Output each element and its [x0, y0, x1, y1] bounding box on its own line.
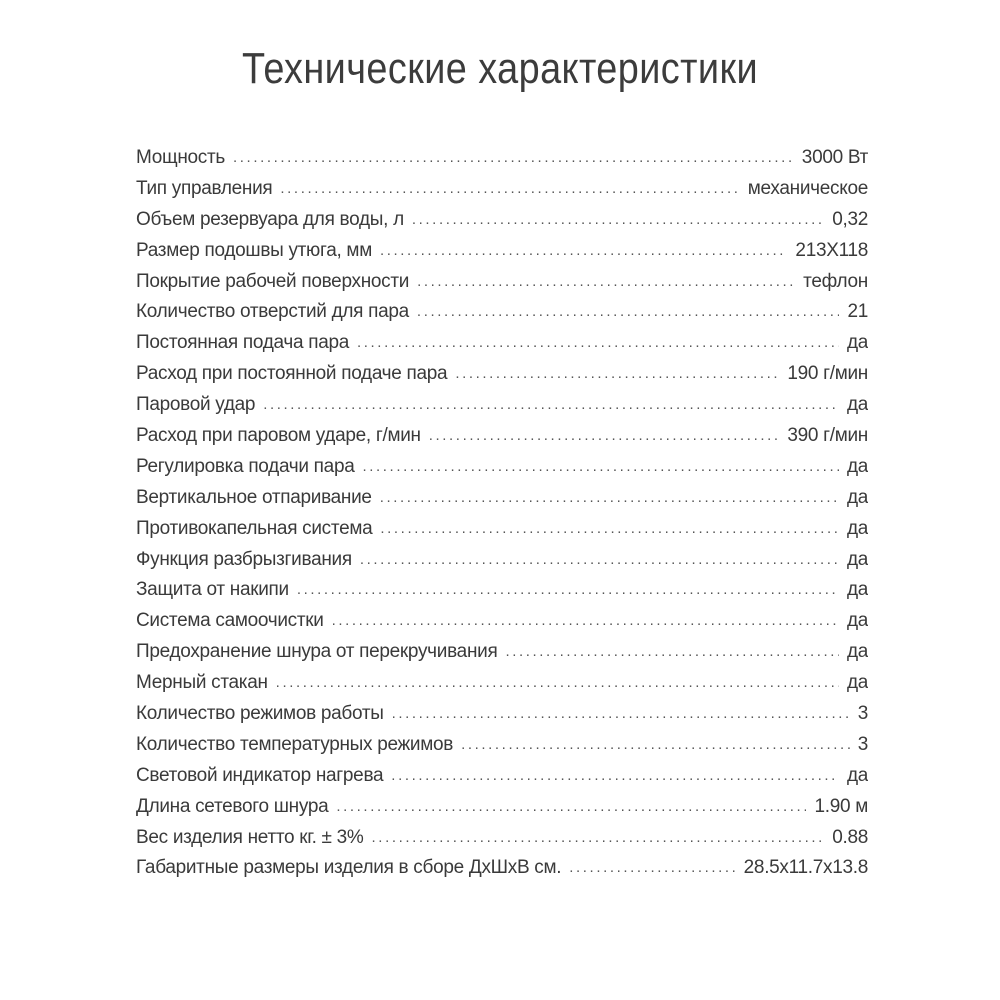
dot-leader [412, 205, 824, 236]
spec-label: Количество температурных режимов [136, 733, 454, 755]
spec-value: 390 г/мин [787, 425, 868, 447]
spec-row [136, 514, 868, 545]
spec-value: да [846, 455, 868, 477]
dot-leader [569, 853, 735, 884]
spec-row [136, 421, 868, 452]
spec-label: Размер подошвы утюга, мм [136, 239, 372, 261]
spec-row [136, 545, 868, 576]
spec-value: 3000 Вт [801, 147, 868, 168]
spec-value: да [846, 332, 868, 354]
spec-value: 0,32 [832, 208, 868, 230]
dot-leader [380, 483, 839, 514]
dot-leader [276, 668, 839, 699]
spec-label: Расход при паровом ударе, г/мин [136, 425, 421, 447]
spec-value: тефлон [803, 270, 868, 292]
spec-row [136, 575, 868, 606]
dot-leader [391, 761, 839, 792]
spec-label: Вес изделия нетто кг. ± 3% [136, 826, 364, 848]
spec-label: Паровой удар [136, 394, 256, 416]
spec-row [136, 297, 868, 328]
spec-value: 3 [857, 733, 868, 755]
dot-leader [380, 514, 839, 545]
spec-row [136, 174, 868, 205]
spec-value: да [846, 610, 868, 632]
spec-row [136, 699, 868, 730]
spec-value: механическое [747, 177, 868, 199]
spec-label: Вертикальное отпаривание [136, 486, 372, 508]
spec-row [136, 637, 868, 668]
spec-row [136, 823, 868, 854]
dot-leader [455, 359, 779, 390]
spec-row [136, 236, 868, 267]
spec-value: да [846, 764, 868, 786]
spec-label: Противокапельная система [136, 517, 373, 539]
spec-label: Постоянная подача пара [136, 332, 349, 354]
spec-value: 28.5х11.7х13.8 [743, 857, 868, 879]
dot-leader [372, 823, 825, 854]
spec-row [136, 390, 868, 421]
dot-leader [417, 267, 795, 298]
dot-leader [263, 390, 839, 421]
spec-label: Световой индикатор нагрева [136, 764, 384, 786]
dot-leader [380, 236, 787, 267]
dot-leader [357, 328, 839, 359]
spec-row [136, 792, 868, 823]
spec-label: Расход при постоянной подаче пара [136, 363, 448, 385]
spec-row [136, 853, 868, 884]
spec-value: 190 г/мин [787, 363, 868, 385]
spec-row [136, 668, 868, 699]
spec-row [136, 483, 868, 514]
dot-leader [392, 699, 850, 730]
spec-value: 0.88 [832, 826, 868, 848]
page-title: Технические характеристики [241, 44, 759, 93]
spec-row [136, 143, 868, 174]
spec-label: Система самоочистки [136, 610, 324, 632]
spec-label: Количество отверстий для пара [136, 301, 409, 323]
spec-row [136, 761, 868, 792]
spec-label: Длина сетевого шнура [136, 795, 329, 817]
spec-label: Функция разбрызгивания [136, 548, 352, 570]
spec-value: да [846, 672, 868, 694]
dot-leader [332, 606, 839, 637]
spec-label: Габаритные размеры изделия в сборе ДхШхВ см. [136, 857, 562, 879]
dot-leader [461, 730, 850, 761]
spec-row [136, 267, 868, 298]
dot-leader [297, 575, 839, 606]
spec-value: 3 [857, 703, 868, 725]
dot-leader [336, 792, 806, 823]
spec-row [136, 730, 868, 761]
dot-leader [505, 637, 839, 668]
spec-label: Покрытие рабочей поверхности [136, 270, 410, 292]
spec-label: Тип управления [136, 177, 273, 199]
spec-list [136, 143, 868, 884]
spec-row [136, 359, 868, 390]
spec-value: да [846, 517, 868, 539]
spec-row [136, 606, 868, 637]
spec-row [136, 452, 868, 483]
spec-row [136, 328, 868, 359]
spec-label: Регулировка подачи пара [136, 455, 355, 477]
spec-value: да [846, 641, 868, 663]
spec-row [136, 205, 868, 236]
spec-value: да [846, 486, 868, 508]
spec-label: Количество режимов работы [136, 703, 384, 725]
spec-label: Мерный стакан [136, 672, 268, 694]
dot-leader [362, 452, 838, 483]
spec-value: да [846, 548, 868, 570]
spec-label: Защита от накипи [136, 579, 289, 601]
spec-value: 213Х118 [795, 239, 868, 261]
spec-label: Предохранение шнура от перекручивания [136, 641, 498, 663]
dot-leader [417, 297, 840, 328]
dot-leader [233, 143, 794, 174]
spec-label: Мощность [136, 147, 226, 168]
spec-value: 1.90 м [814, 795, 868, 817]
dot-leader [429, 421, 780, 452]
spec-value: да [846, 579, 868, 601]
dot-leader [360, 545, 839, 576]
spec-value: да [846, 394, 868, 416]
spec-value: 21 [847, 301, 868, 323]
dot-leader [280, 174, 739, 205]
spec-label: Объем резервуара для воды, л [136, 208, 404, 230]
